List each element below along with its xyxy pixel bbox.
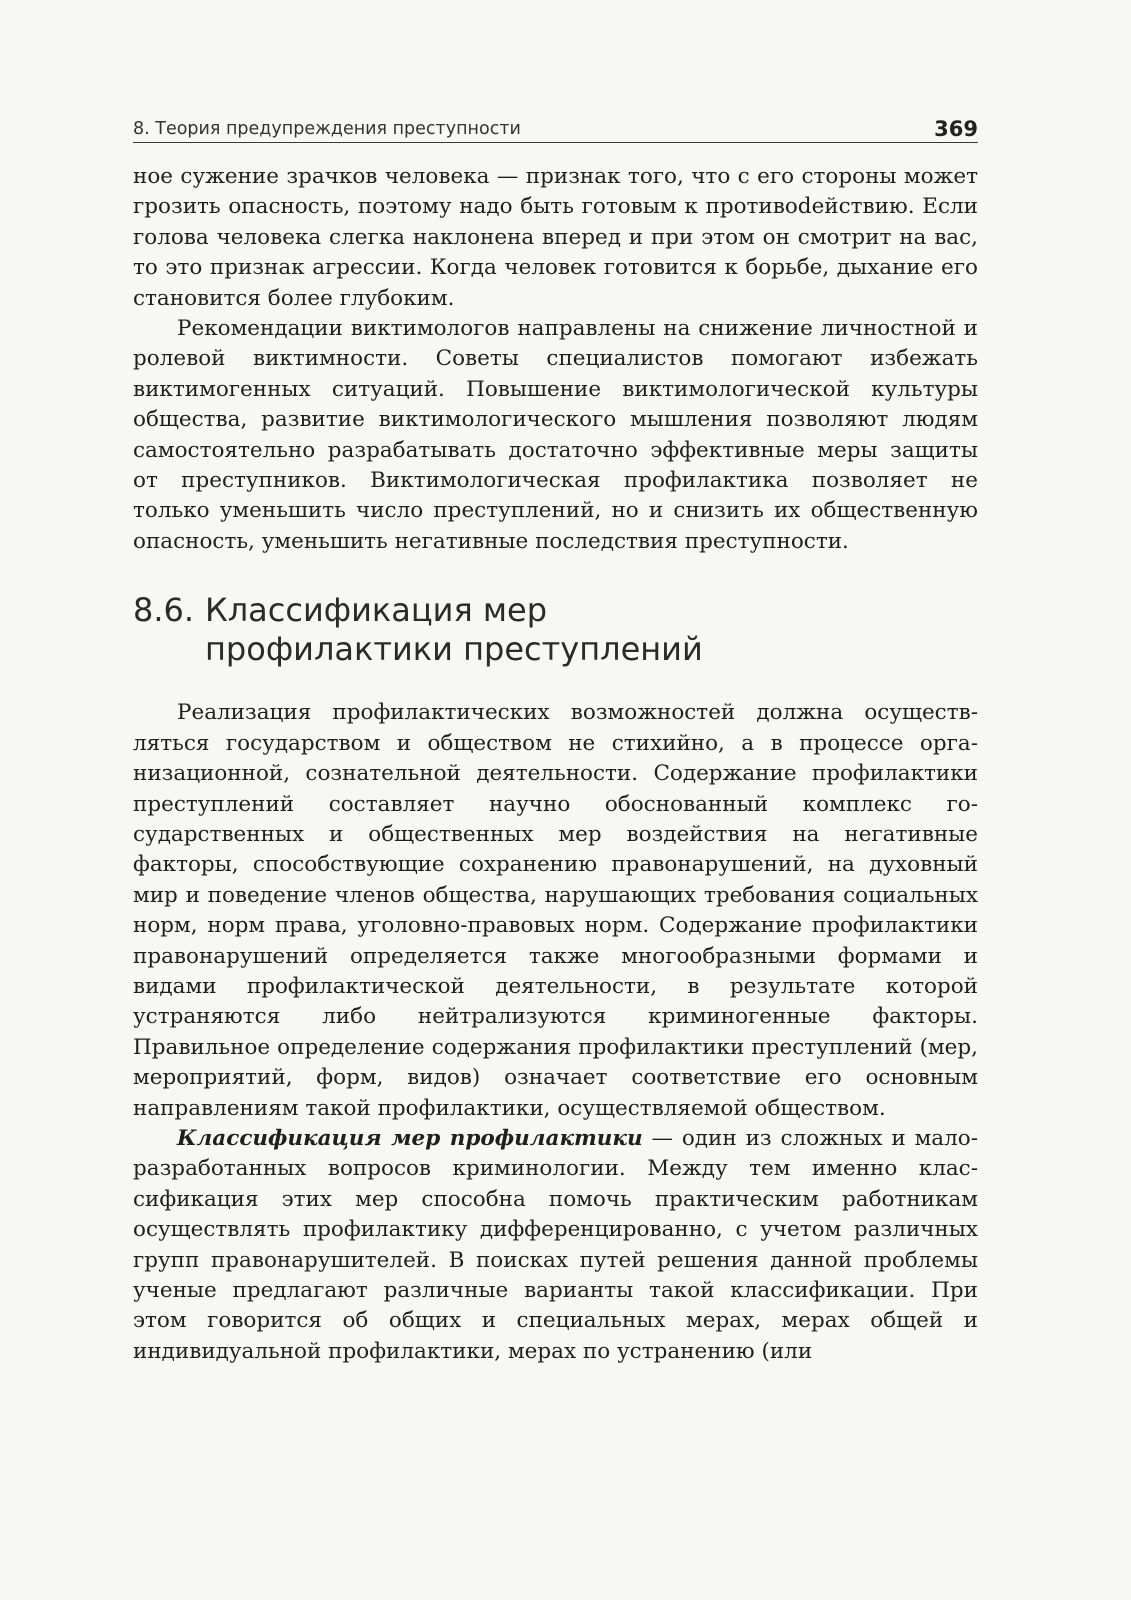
running-header xyxy=(133,108,978,143)
running-title: 8. Теория предупреждения преступности xyxy=(133,119,521,139)
section-number: 8.6. xyxy=(133,591,195,630)
book-page xyxy=(133,108,978,1367)
paragraph-victimology: Рекомендации виктимологов направлены на снижение личностной и ролевой виктимности. Советы специалистов помогают избежать виктимогенных ситуаций. Повышение виктимологической культуры общества, развитие виктимологического мышления позволяют людям самостоятельно разрабатывать достаточно эффективные меры защиты от преступников. Виктимологическая профилактика позволяет не только уменьшить число преступлений, но и снизить их общественную опасность, уменьшить негативные последствия преступности. xyxy=(133,316,978,554)
section-title-line-1: Классификация мер xyxy=(205,591,547,630)
section-title-line-2: профилактики преступлений xyxy=(205,630,703,669)
paragraph-classification-text: — один из сложных и малоразработанных вопросов криминологии. Между тем именно классификация этих мер способна помочь практическим работникам осуществлять профилактику дифференцированно, с учетом различных групп правонарушителей. В поисках путей решения данной проблемы ученые предлагают различные варианты такой классификации. При этом говорится об общих и специальных мерах, мерах общей и индивидуальной профилактики, мерах по устранению (или xyxy=(133,1125,978,1364)
paragraph-continuation: ное сужение зрачков человека — признак того, что с его стороны может грозить опасность, поэтому надо быть готовым к противоdействию. Если голова человека слегка наклонена вперед и при этом он смотрит на вас, то это признак агрессии. Когда человек готовится к борьбе, дыхание его становится более глубоким. xyxy=(133,164,978,311)
section-heading xyxy=(133,591,978,669)
paragraph-classification xyxy=(133,1124,978,1367)
paragraph-content-of-prevention: Реализация профилактических возможностей должна осуществляться государством и обществом не стихийно, а в процессе организационной, сознательной деятельности. Содержание профилактики преступлений составляет научно обоснованный комплекс государственных и общественных мер воздействия на негативные факторы, способствующие сохранению правонарушений, на духовный мир и поведение членов общества, нарушающих требования социальных норм, норм права, уголовно-правовых норм. Содержание профилактики правонарушений определяется также многообразными формами и видами профилактической деятельности, в результате которой устраняются либо нейтрализуются криминогенные факторы. Правильное определение содержания профилактики преступлений (мер, мероприятий, форм, видов) означает соответствие его основным направлениям такой профилактики, осуществляемой обществом. xyxy=(133,700,978,1121)
defined-term: Классификация мер профилактики xyxy=(177,1125,643,1151)
page-number: 369 xyxy=(934,117,978,141)
